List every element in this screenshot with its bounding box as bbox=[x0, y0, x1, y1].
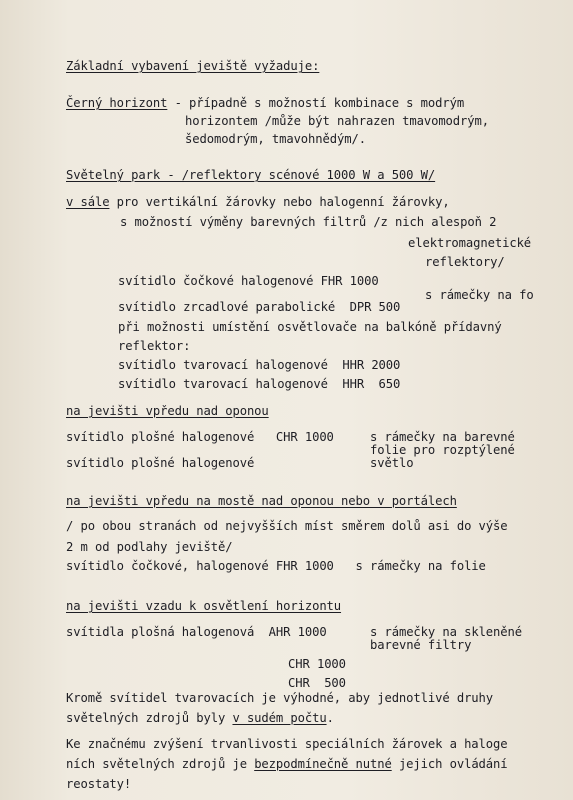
term-black-horizon: Černý horizont bbox=[66, 96, 168, 110]
text-span: pro vertikální žárovky nebo halogenní žárovky, bbox=[109, 195, 450, 209]
text-line: CHR 1000 bbox=[288, 657, 346, 671]
text-line bbox=[66, 711, 334, 725]
text-line: svítidlo čočkové, halogenové FHR 1000 s rámečky na folie bbox=[66, 559, 486, 573]
text-line: svítidlo plošné halogenové bbox=[66, 456, 255, 470]
text-line: 2 m od podlahy jeviště/ bbox=[66, 540, 233, 554]
heading-front-bridge: na jevišti vpředu na mostě nad oponou nebo v portálech bbox=[66, 494, 457, 508]
heading-rear-horizon: na jevišti vzadu k osvětlení horizontu bbox=[66, 599, 342, 613]
text-line: s rámečky na barevné bbox=[370, 430, 515, 444]
text-line: s možností výměny barevných filtrů /z nich alespoň 2 bbox=[120, 215, 497, 229]
text-span: . bbox=[326, 711, 334, 725]
text-line: svítidlo tvarovací halogenové HHR 2000 bbox=[118, 358, 401, 372]
heading-basic-equipment: Základní vybavení jeviště vyžaduje: bbox=[66, 59, 320, 73]
heading-front-over-curtain: na jevišti vpředu nad oponou bbox=[66, 404, 269, 418]
text-line: s rámečky na fo bbox=[425, 288, 534, 302]
text-line bbox=[66, 757, 508, 771]
text-line: horizontem /může být nahrazen tmavomodrým, bbox=[185, 114, 489, 128]
term-in-hall: v sále bbox=[66, 195, 110, 209]
text-line: reflektory/ bbox=[425, 255, 505, 269]
text-line: svítidla plošná halogenová AHR 1000 bbox=[66, 625, 327, 639]
text-line bbox=[66, 96, 464, 110]
text-line: s rámečky na skleněné bbox=[370, 625, 522, 639]
text-line: šedomodrým, tmavohnědým/. bbox=[185, 132, 366, 146]
text-span: ních světelných zdrojů je bbox=[66, 757, 255, 771]
text-line: svítidlo čočkové halogenové FHR 1000 bbox=[118, 274, 379, 288]
heading-light-park: Světelný park - /reflektory scénové 1000 W a 500 W/ bbox=[66, 168, 436, 182]
text-line: / po obou stranách od nejvyšších míst směrem dolů asi do výše bbox=[66, 519, 508, 533]
text-line: reostaty! bbox=[66, 777, 132, 791]
text-line: světlo bbox=[370, 456, 414, 470]
text-line: svítidlo zrcadlové parabolické DPR 500 bbox=[118, 300, 401, 314]
term-even-count: v sudém počtu bbox=[232, 711, 327, 725]
text-line: barevné filtry bbox=[370, 638, 472, 652]
text-line: elektromagnetické bbox=[408, 236, 532, 250]
text-span: světelných zdrojů byly bbox=[66, 711, 233, 725]
text-line: Kromě svítidel tvarovacích je výhodné, aby jednotlivé druhy bbox=[66, 691, 494, 705]
text-line: reflektor: bbox=[118, 339, 191, 353]
text-line: Ke značnému zvýšení trvanlivosti speciálních žárovek a haloge bbox=[66, 737, 508, 751]
term-absolutely-necessary: bezpodmínečně nutné bbox=[254, 757, 392, 771]
text-line bbox=[66, 195, 450, 209]
text-line: svítidlo tvarovací halogenové HHR 650 bbox=[118, 377, 401, 391]
text-line: při možnosti umístění osvětlovače na balkóně přídavný bbox=[118, 320, 502, 334]
text-line: folie pro rozptýlené bbox=[370, 443, 515, 457]
text-span: jejich ovládání bbox=[391, 757, 508, 771]
text-line: svítidlo plošné halogenové CHR 1000 bbox=[66, 430, 334, 444]
text-line: CHR 500 bbox=[288, 676, 346, 690]
text-span: - případně s možností kombinace s modrým bbox=[167, 96, 465, 110]
